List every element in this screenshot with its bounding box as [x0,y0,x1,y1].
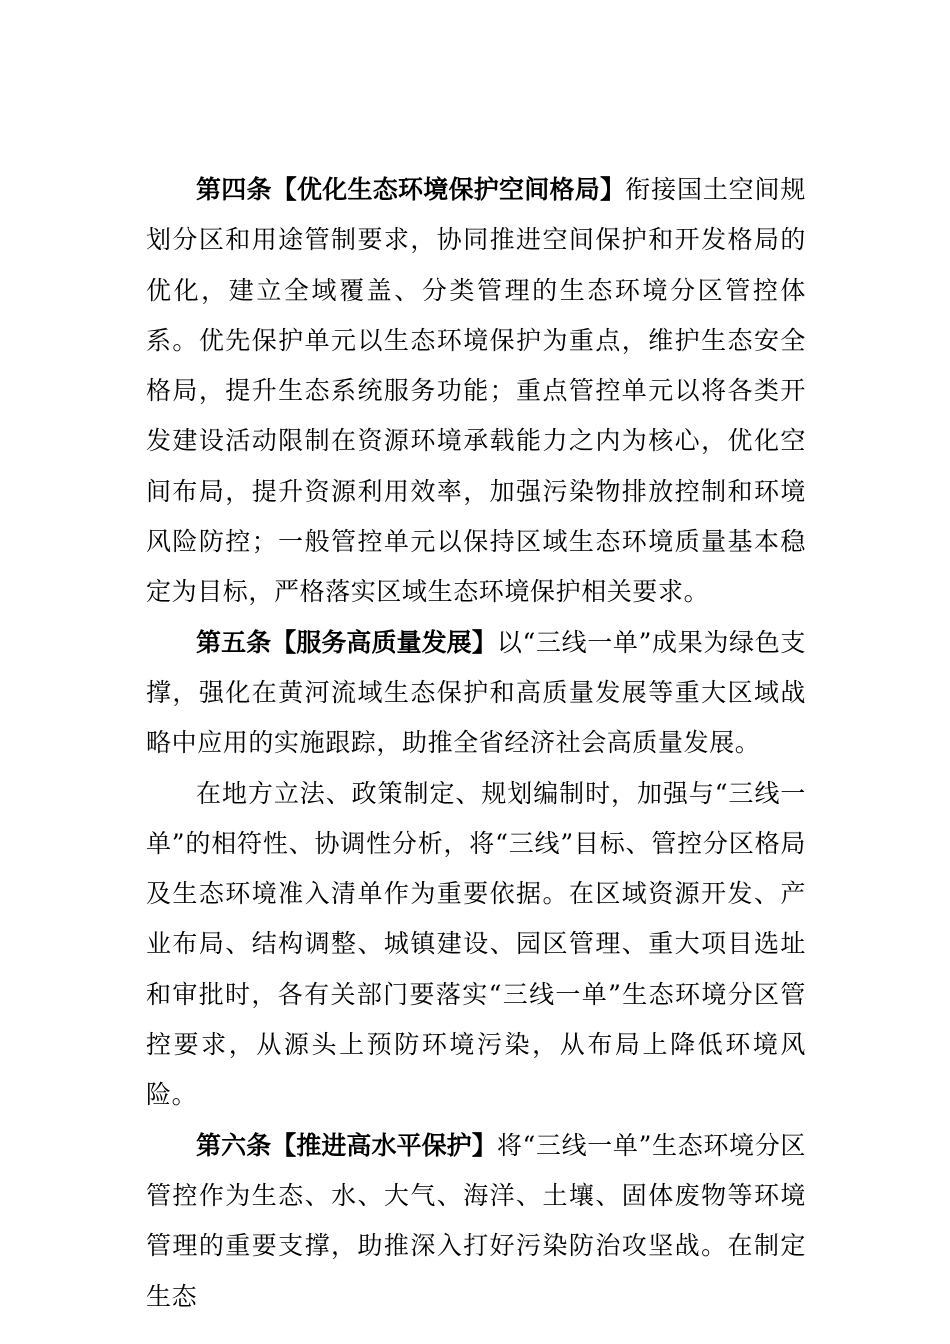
article-6-text: 将“三线一单”生态环境分区管控作为生态、水、大气、海洋、土壤、固体废物等环境管理的重要支撑，助推深入打好污染防治攻坚战。在制定生态 [146,1130,806,1311]
article-6-heading: 第六条【推进高水平保护】 [196,1130,497,1160]
article-4-paragraph [146,165,806,618]
article-5-paragraph [146,618,806,769]
article-5-text: 以“三线一单”成果为绿色支撑，强化在黄河流域生态保护和高质量发展等重大区域战略中应用的实施跟踪，助推全省经济社会高质量发展。 [146,627,806,758]
article-4-heading: 第四条【优化生态环境保护空间格局】 [196,175,626,204]
article-5-continuation-text: 在地方立法、政策制定、规划编制时，加强与“三线一单”的相符性、协调性分析，将“三线”目标、管控分区格局及生态环境准入清单作为重要依据。在区域资源开发、产业布局、结构调整、城镇建设、园区管理、重大项目选址和审批时，各有关部门要落实“三线一单”生态环境分区管控要求，从源头上预防环境污染，从布局上降低环境风险。 [146,778,806,1110]
article-4-text: 衔接国土空间规划分区和用途管制要求，协同推进空间保护和开发格局的优化，建立全域覆盖、分类管理的生态环境分区管控体系。优先保护单元以生态环境保护为重点，维护生态安全格局，提升生态系统服务功能；重点管控单元以将各类开发建设活动限制在资源环境承载能力之内为核心，优化空间布局，提升资源利用效率，加强污染物排放控制和环境风险防控；一般管控单元以保持区域生态环境质量基本稳定为目标，严格落实区域生态环境保护相关要求。 [146,175,806,607]
article-6-paragraph [146,1121,806,1322]
article-5-heading: 第五条【服务高质量发展】 [196,627,497,657]
article-5-continuation-paragraph [146,769,806,1121]
document-body [146,165,806,1322]
